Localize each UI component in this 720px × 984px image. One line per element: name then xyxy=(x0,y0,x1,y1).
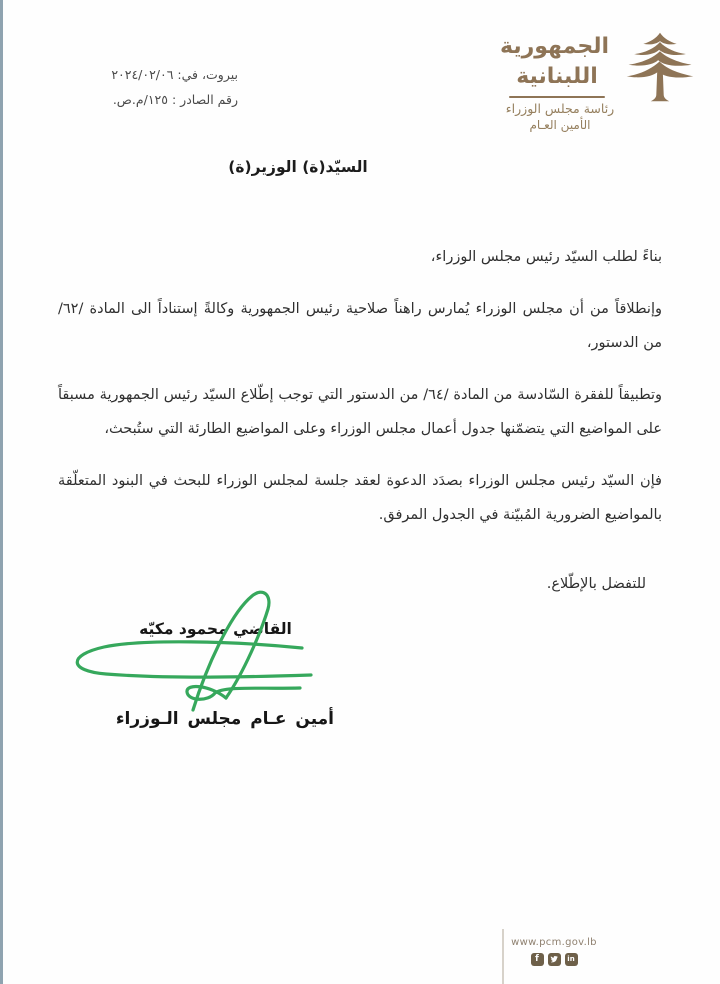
republic-line1: الجمهورية xyxy=(500,34,609,59)
signer-office: أمين عـام مجلس الـوزراء xyxy=(115,709,334,729)
scan-edge-line xyxy=(0,0,3,984)
letterhead xyxy=(500,22,697,133)
paragraph-article-62: وإنطلاقاً من أن مجلس الوزراء يُمارس راهناً صلاحية رئيس الجمهورية وكالةً إستناداً الى المادة /٦٢/ من الدستور، xyxy=(58,301,662,351)
cedar-tree-icon xyxy=(623,28,697,106)
facebook-icon: f xyxy=(531,953,544,966)
letterhead-divider xyxy=(509,96,605,98)
date-line: بيروت، في: ٢٠٢٤/٠٢/٠٦ xyxy=(111,67,238,82)
footer-divider xyxy=(502,929,504,984)
reference-block xyxy=(86,62,238,112)
paragraph-request: بناءً لطلب السيّد رئيس مجلس الوزراء، xyxy=(430,249,662,265)
website-url: www.pcm.gov.lb xyxy=(511,937,597,948)
social-icons xyxy=(506,953,602,966)
linkedin-icon: in xyxy=(565,953,578,966)
signer-name: القاضي محمود مكيّه xyxy=(139,620,292,638)
signature-ink xyxy=(58,590,350,722)
footer xyxy=(506,937,602,966)
paragraph-session-call: فإن السيّد رئيس مجلس الوزراء بصدَد الدعوة لعقد جلسة لمجلس الوزراء للبحث في البنود المتعلّقة بالمواضيع الضرورية المُبيّنة في الجدول المرفق. xyxy=(58,473,662,523)
pcm-org-line: رئاسة مجلس الوزراء xyxy=(505,101,615,116)
twitter-icon xyxy=(548,953,561,966)
letter-body xyxy=(58,240,662,550)
paragraph-article-64: وتطبيقاً للفقرة السّادسة من المادة /٦٤/ من الدستور التي توجب إطّلاع السيّد رئيس الجمهورية مسبقاً على المواضيع التي يتضمّنها جدول أعمال مجلس الوزراء وعلى المواضيع الطارئة التي ستُبحث، xyxy=(58,387,663,437)
secretary-general-line: الأمين العـام xyxy=(529,118,591,132)
outgoing-number-line: رقم الصادر : ١٢٥/م.ص. xyxy=(112,92,238,107)
republic-line2: اللبنانية xyxy=(516,64,598,89)
republic-calligraphy xyxy=(500,22,615,133)
closing-line: للتفضل بالإطّلاع. xyxy=(546,576,646,592)
recipient-title: السيّد(ة) الوزير(ة) xyxy=(228,158,368,176)
